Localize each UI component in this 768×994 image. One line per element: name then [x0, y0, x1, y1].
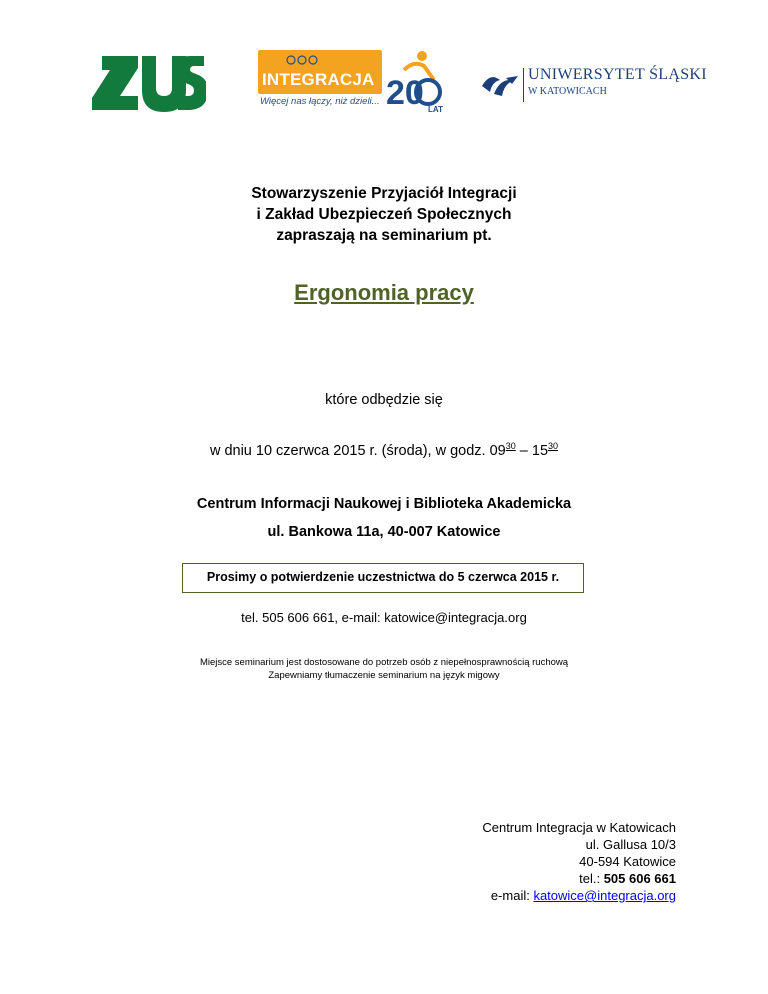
integracja-tagline: Więcej nas łączy, niż dzieli...: [260, 96, 380, 107]
integracja-logo-box: [258, 50, 382, 94]
date-prefix: w dniu 10 czerwca 2015 r. (środa), w godz. 09: [209, 442, 506, 459]
venue: [0, 490, 768, 546]
integracja-logo: [258, 48, 448, 116]
note-accessibility: Miejsce seminarium jest dostosowane do potrzeb osób z niepełnosprawnością ruchową: [199, 657, 569, 668]
integracja-word: INTEGRACJA: [262, 70, 375, 89]
venue-name: Centrum Informacji Naukowej i Biblioteka Akademicka: [196, 496, 572, 512]
footer-city: 40-594 Katowice: [579, 854, 676, 869]
university-emblem: [480, 70, 520, 100]
footer-tel-number: 505 606 661: [603, 871, 676, 886]
footer-email-label: e-mail:: [490, 888, 534, 903]
anniversary-unit: LAT: [428, 105, 443, 114]
invitation-intro: [0, 183, 768, 246]
footer-email-link[interactable]: katowice@integracja.org: [533, 888, 676, 903]
footer-address: [482, 819, 676, 904]
event-intro-text: które odbędzie się: [325, 392, 443, 408]
date-dash: – 15: [515, 442, 549, 459]
intro-line-3: zapraszają na seminarium pt.: [276, 227, 492, 244]
end-minutes: 30: [548, 441, 559, 451]
venue-address: ul. Bankowa 11a, 40-007 Katowice: [267, 524, 501, 540]
university-subtitle: W KATOWICACH: [528, 86, 607, 97]
intro-line-1: Stowarzyszenie Przyjaciół Integracji: [251, 185, 517, 202]
footer-tel: [482, 870, 676, 887]
anniversary-number: 20: [386, 74, 424, 112]
integracja-icons: [286, 53, 320, 67]
footer-street: ul. Gallusa 10/3: [585, 837, 676, 852]
intro-line-2: i Zakład Ubezpieczeń Społecznych: [256, 206, 512, 223]
footer-tel-label: tel.:: [579, 871, 604, 886]
accessibility-notes: [0, 656, 768, 682]
university-logo: [480, 64, 707, 108]
footer-email: [482, 887, 676, 904]
university-title: UNIWERSYTET ŚLĄSKI: [528, 66, 707, 83]
note-sign-language: Zapewniamy tłumaczenie seminarium na język migowy: [268, 670, 500, 681]
contact-line: tel. 505 606 661, e-mail: katowice@integracja.org: [241, 610, 527, 625]
university-divider: [523, 68, 524, 102]
start-minutes: 30: [505, 441, 516, 451]
seminar-title: Ergonomia pracy: [294, 280, 474, 305]
confirmation-box: Prosimy o potwierdzenie uczestnictwa do 5 czerwca 2015 r.: [182, 563, 584, 593]
footer-org: Centrum Integracja w Katowicach: [482, 820, 676, 835]
anniversary-mark: [382, 48, 452, 116]
zus-logo: [90, 52, 206, 116]
event-date: [0, 441, 768, 459]
